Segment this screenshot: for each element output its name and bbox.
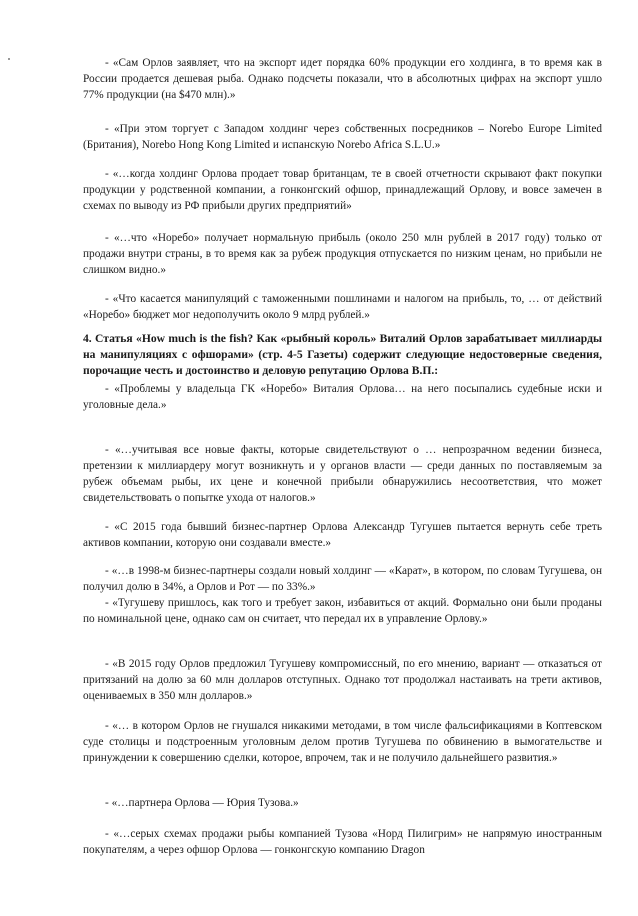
section-heading: 4. Статья «How much is the fish? Как «рыбный король» Виталий Орлов зарабатывает миллиарды на манипуляциях с офшорами» (стр. 4-5 Газеты) содержит следующие недостоверные сведения, порочащие честь и достоинство и деловую репутацию Орлова В.П.: [83,332,602,377]
quote-paragraph: - «С 2015 года бывший бизнес-партнер Орлова Александр Тугушев пытается вернуть себе треть активов компании, которую они создавали вместе.» [83,521,602,549]
quote-paragraph: - «… в котором Орлов не гнушался никакими методами, в том числе фальсификациями в Коптевском суде столицы и подстроенным уголовным делом против Тугушева по обвинению в вымогательстве и принуждении к совершению сделки, которое, впрочем, так и не получило дальнейшего развития.» [83,720,602,764]
scan-mark [8,58,10,60]
quote-paragraph: - «Сам Орлов заявляет, что на экспорт идет порядка 60% продукции его холдинга, в то время как в России продается дешевая рыба. Однако подсчеты показали, что в абсолютных цифрах на экспорт ушло 77% продукции (на $470 млн).» [83,57,602,101]
quote-paragraph: - «Тугушеву пришлось, как того и требует закон, избавиться от акций. Формально они были проданы по номинальной цене, однако сам он считает, что передал их в управление Орлову.» [83,597,602,625]
quote-paragraph: - «…в 1998-м бизнес-партнеры создали новый холдинг — «Карат», в котором, по словам Тугушева, он получил долю в 34%, а Орлов и Рот — по 33%.» [83,565,602,593]
quote-paragraph: - «…что «Норебо» получает нормальную прибыль (около 250 млн рублей в 2017 году) только от продажи внутри страны, в то время как за рубеж продукция отпускается по низким ценам, но прибыли не слишком видно.» [83,232,602,276]
quote-paragraph: - «…серых схемах продажи рыбы компанией Тузова «Норд Пилигрим» не напрямую иностранным покупателям, а через офшор Орлова — гонконгскую компанию Dragon [83,828,602,856]
quote-paragraph: - «…партнера Орлова — Юрия Тузова.» [105,797,299,809]
quote-paragraph: - «Проблемы у владельца ГК «Норебо» Виталия Орлова… на него посыпались судебные иски и уголовные дела.» [83,383,602,411]
quote-paragraph: - «В 2015 году Орлов предложил Тугушеву компромиссный, по его мнению, вариант — отказаться от притязаний на долю за 60 млн долларов отступных. Однако тот продолжал настаивать на трети активов, оцениваемых в 350 млн долларов.» [83,658,602,702]
quote-paragraph: - «Что касается манипуляций с таможенными пошлинами и налогом на прибыль, то, … от действий «Норебо» бюджет мог недополучить около 9 млрд рублей.» [83,293,602,321]
quote-paragraph: - «При этом торгует с Западом холдинг через собственных посредников – Norebo Europe Limited (Британия), Norebo Hong Kong Limited и испанскую Norebo Africa S.L.U.» [83,123,602,151]
quote-paragraph: - «…учитывая все новые факты, которые свидетельствуют о … непрозрачном ведении бизнеса, претензии к миллиардеру могут возникнуть и у органов власти — среди данных по поставляемым за рубеж объемам рыбы, их цене и конечной прибыли обнаружились несоответствия, что может свидетельствовать о попытке ухода от налогов.» [83,444,602,504]
quote-paragraph: - «…когда холдинг Орлова продает товар британцам, те в своей отчетности скрывают факт покупки продукции у родственной компании, а гонконгский офшор, принадлежащий Орлову, и вовсе замечен в схемах по выводу из РФ прибыли других предприятий» [83,168,602,212]
